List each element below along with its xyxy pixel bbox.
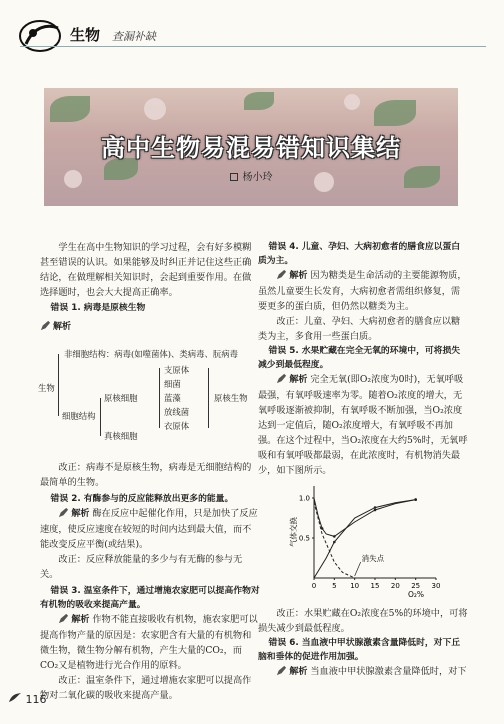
- error-5-analysis: 解析 完全无氧(即O₂浓度为0时)，无氧呼吸最强，有氧呼吸速率为零。随着O₂浓度的增大，无氧呼吸逐渐被抑制，有氧呼吸不断加强，当O₂浓度达到一定值后，随O₂浓度增大，有氧呼吸不再加强。在这个过程中，当O₂浓度在大约5%时，无氧呼吸和有氧呼吸都最弱，在此浓度时，有机物消失最少，如下图所示。: [258, 374, 468, 476]
- tree-type-0: 支原体: [164, 365, 190, 375]
- annotation-label: 消失点: [361, 554, 385, 563]
- tree-brace-line: [100, 398, 101, 436]
- tree-type-4: 衣原体: [164, 421, 190, 431]
- tree-brace-line: [159, 368, 160, 428]
- error-3-analysis: 解析 作物不能直接吸收有机物，施农家肥可以提高作物产量的原因是：农家肥含有大量的有机物和微生物，微生物分解有机物，产生大量的CO₂，而CO₂又是植物进行光合作用的原料。: [40, 614, 258, 671]
- x-tick-label: 15: [370, 582, 380, 590]
- series-point: [374, 506, 377, 509]
- flower-decoration: [344, 94, 360, 110]
- error-6-heading: 错误 6. 当血液中甲状腺激素含量降低时，对下丘脑和垂体的促进作用加强。: [258, 638, 461, 662]
- right-column: [258, 240, 468, 478]
- page-mark-icon: [8, 692, 22, 704]
- error-4-analysis: 解析 因为糖类是生命活动的主要能源物质，虽然儿童要生长发育，大病初愈者需组织修复，需要更多的蛋白质，但仍然以糖类为主。: [258, 270, 467, 312]
- series-line-0: [314, 498, 416, 536]
- error-3-heading: 错误 3. 温室条件下，通过增施农家肥可以提高作物对有机物的吸收来提高产量。: [40, 586, 260, 610]
- leaf-decoration: [374, 100, 416, 126]
- x-tick-label: 5: [332, 582, 337, 590]
- series-point: [333, 535, 336, 538]
- annotation-leader: [355, 562, 361, 576]
- series-line-1: [314, 502, 355, 578]
- article-title: 高中生物易混易错知识集结: [101, 134, 401, 162]
- column-logo-icon: [18, 18, 64, 54]
- pen-icon: [40, 320, 51, 331]
- left-column: [40, 240, 260, 335]
- error-2-heading: 错误 2. 有酶参与的反应能释放出更多的能量。: [50, 494, 234, 504]
- left-column-lower: [40, 460, 260, 703]
- error-4-heading: 错误 4. 儿童、孕妇、大病初愈者的膳食应以蛋白质为主。: [258, 242, 461, 266]
- error-3-correction: 改正：温室条件下，通过增施农家肥可以提高作物对二氧化碳的吸收来提高产量。: [40, 675, 252, 701]
- tree-brace-line: [208, 368, 209, 428]
- leaf-decoration: [50, 96, 90, 122]
- tree-cell: 细胞结构: [62, 411, 96, 421]
- intro-paragraph: 学生在高中生物知识的学习过程，会有好多模糊甚至错误的认识。如果能够及时纠正并记住这些正确结论，在做理解相关知识时，会起到重要作用。在做选择题时，也会大大提高正确率。: [40, 242, 252, 298]
- subject-label: 生物: [70, 26, 101, 44]
- pen-icon: [58, 613, 69, 624]
- respiration-chart: [286, 478, 444, 598]
- series-line-2: [314, 500, 416, 578]
- error-5-heading: 错误 5. 水果贮藏在完全无氧的环境中，可将损失减少到最低程度。: [258, 346, 461, 370]
- tree-type-1: 细菌: [164, 379, 181, 389]
- header-rule: [20, 46, 486, 47]
- pen-icon: [276, 665, 287, 676]
- right-column-lower: [258, 606, 468, 680]
- tree-noncell: 非细胞结构：病毒(如噬菌体)、类病毒、朊病毒: [64, 349, 239, 359]
- column-name: 查漏补缺: [112, 30, 156, 43]
- tree-root: 生物: [38, 383, 55, 393]
- flower-decoration: [144, 98, 166, 120]
- error-1-analysis-label: 解析: [40, 319, 260, 335]
- x-tick-label: 20: [390, 582, 400, 590]
- series-point: [414, 498, 417, 501]
- tree-type-2: 蓝藻: [164, 393, 181, 403]
- author-line: [44, 168, 458, 183]
- tree-pro-organism: 原核生物: [214, 393, 248, 403]
- y-axis-label: 气体交换: [289, 517, 298, 547]
- pen-icon: [276, 373, 287, 384]
- page-number: 116: [8, 692, 47, 706]
- tree-brace-line: [58, 354, 59, 416]
- pen-icon: [276, 269, 287, 280]
- series-point: [321, 527, 324, 530]
- x-tick-label: 30: [431, 582, 441, 590]
- tree-type-3: 放线菌: [164, 407, 190, 417]
- series-point: [374, 509, 377, 512]
- error-1-heading: 错误 1. 病毒是原核生物: [50, 303, 146, 313]
- error-4-correction: 改正：儿童、孕妇、大病初愈者的膳食应以糖类为主，多食用一些蛋白质。: [258, 316, 461, 342]
- title-banner: [44, 88, 458, 206]
- y-tick-label: 0.5: [298, 534, 310, 543]
- x-tick-label: 25: [411, 582, 421, 590]
- error-5-correction: 改正：水果贮藏在O₂浓度在5%的环境中，可将损失减少到最低程度。: [258, 608, 468, 634]
- column-header: [18, 18, 158, 54]
- error-1-correction: 改正：病毒不是原核生物，病毒是无细胞结构的最简单的生物。: [40, 462, 252, 488]
- y-tick-label: 1.0: [298, 494, 310, 503]
- series-point: [333, 541, 336, 544]
- leaf-decoration: [244, 92, 274, 110]
- x-axis-label: O₂%: [408, 590, 425, 598]
- error-2-analysis: 解析 酶在反应中起催化作用，只是加快了反应速度，使反应速度在较短的时间内达到最大值，而不能改变反应平衡(或结果)。: [40, 508, 258, 550]
- error-2-correction: 改正：反应释放能量的多少与有无酶的参与无关。: [40, 554, 243, 580]
- author-name: 杨小玲: [242, 172, 273, 183]
- pen-icon: [58, 507, 69, 518]
- tree-eukaryote: 真核细胞: [104, 431, 138, 441]
- classification-tree: [38, 346, 258, 454]
- x-tick-label: 10: [350, 582, 360, 590]
- x-tick-label: 0: [311, 582, 317, 590]
- tree-prokaryote: 原核细胞: [104, 393, 138, 403]
- error-6-analysis: 解析 当血液中甲状腺激素含量降低时，对下: [258, 664, 468, 680]
